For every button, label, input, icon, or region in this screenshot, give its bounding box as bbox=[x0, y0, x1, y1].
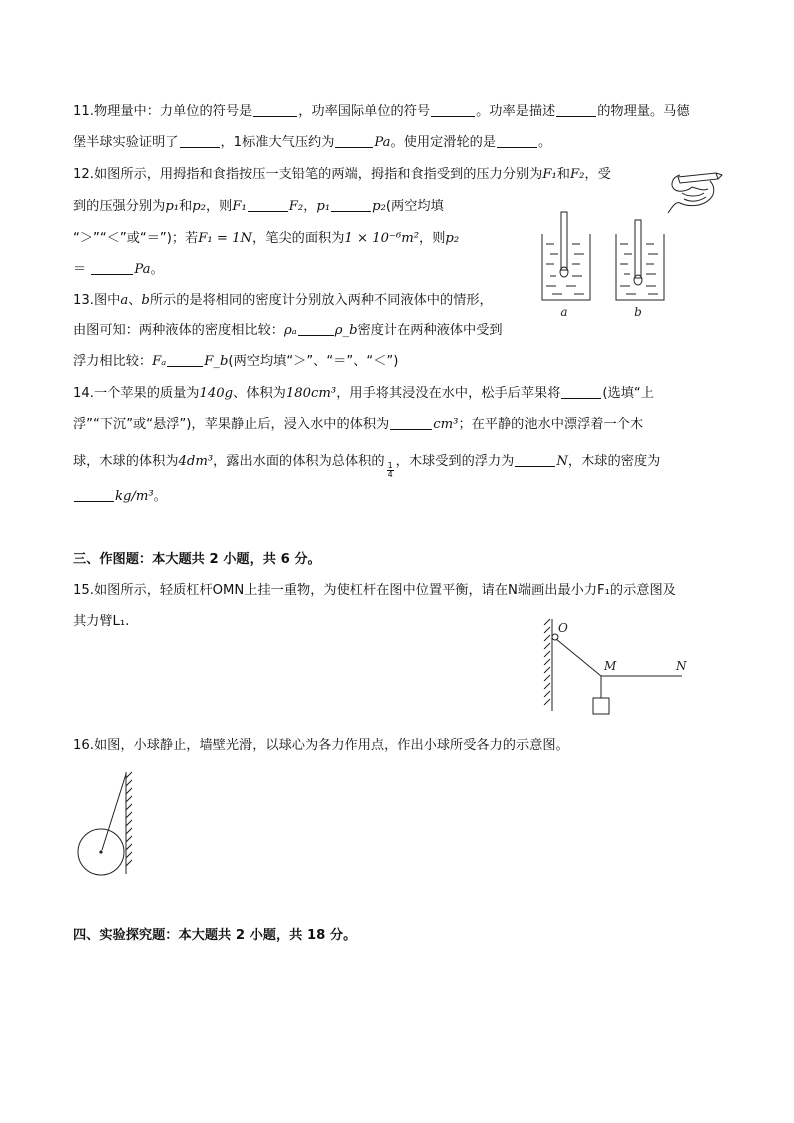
unit: N bbox=[556, 454, 568, 469]
blank bbox=[390, 416, 432, 430]
q14-line3 bbox=[73, 453, 660, 479]
beaker-b-label: b bbox=[634, 305, 642, 319]
var: p₁ bbox=[316, 199, 331, 214]
q12-line4 bbox=[73, 261, 164, 279]
text: ＝ bbox=[73, 262, 87, 277]
blank bbox=[253, 103, 297, 117]
text: 的物理量。马德 bbox=[597, 104, 690, 119]
text: 。使用定滑轮的是 bbox=[390, 135, 497, 150]
blank bbox=[74, 488, 114, 502]
text: 堡半球实验证明了 bbox=[73, 135, 179, 150]
text: 由图可知：两种液体的密度相比较： bbox=[73, 323, 284, 338]
text: (两空均填“＞”、“＝”、“＜”) bbox=[228, 354, 399, 369]
beaker-figure bbox=[536, 206, 676, 322]
text: 浮”“下沉”或“悬浮”)，苹果静止后，浸入水中的体积为 bbox=[73, 417, 390, 432]
q15-line1: 15.如图所示，轻质杠杆OMN上挂一重物，为使杠杆在图中位置平衡，请在N端画出最小力F₁的示意图及 bbox=[73, 583, 676, 598]
q13-line3 bbox=[73, 353, 398, 371]
blank bbox=[561, 385, 601, 399]
blank bbox=[248, 198, 288, 212]
text: ，露出水面的体积为总体积的 bbox=[213, 454, 385, 469]
text: 。 bbox=[150, 262, 164, 277]
blank bbox=[91, 261, 133, 275]
ball-wall-figure bbox=[72, 770, 142, 876]
var: p₂ bbox=[372, 199, 386, 214]
text: 。功率是描述 bbox=[476, 104, 556, 119]
value: 140g bbox=[199, 386, 234, 401]
formula: F₁ = 1N bbox=[198, 231, 253, 246]
text: 11.物理量中：力单位的符号是 bbox=[73, 104, 253, 119]
text: ，1标准大气压约为 bbox=[220, 135, 335, 150]
text: (选填“上 bbox=[602, 386, 654, 401]
var: ρ_b bbox=[334, 323, 358, 338]
blank bbox=[556, 103, 596, 117]
text: 和 bbox=[179, 199, 193, 214]
blank bbox=[180, 134, 220, 148]
value: 180cm³ bbox=[285, 386, 337, 401]
section-4-heading: 四、实验探究题：本大题共 2 小题，共 18 分。 bbox=[73, 928, 357, 943]
ball-center bbox=[99, 850, 102, 853]
lever-O-label: O bbox=[558, 621, 568, 635]
var: a bbox=[120, 293, 129, 308]
text: 、体积为 bbox=[233, 386, 286, 401]
text: 。 bbox=[153, 489, 167, 504]
blank bbox=[298, 322, 334, 336]
beaker-a-label: a bbox=[560, 305, 568, 319]
text: 球，木球的体积为 bbox=[73, 454, 179, 469]
text: 14.一个苹果的质量为 bbox=[73, 386, 200, 401]
text: ，用手将其浸没在水中，松手后苹果将 bbox=[336, 386, 561, 401]
text: 密度计在两种液体中受到 bbox=[357, 323, 503, 338]
text: 。 bbox=[538, 135, 552, 150]
unit: Pa bbox=[134, 262, 151, 277]
var: p₂ bbox=[192, 199, 206, 214]
q14-line1 bbox=[73, 385, 654, 403]
blank bbox=[515, 453, 555, 467]
var: F₂ bbox=[288, 199, 304, 214]
text: 和 bbox=[556, 167, 570, 182]
numerator: 1 bbox=[387, 461, 393, 470]
q12-line1 bbox=[73, 166, 611, 184]
var: F₁ bbox=[542, 167, 557, 182]
q11-line2 bbox=[73, 134, 551, 152]
text: 到的压强分别为 bbox=[73, 199, 166, 214]
lever-N-label: N bbox=[676, 659, 687, 673]
q14-line4 bbox=[73, 488, 167, 506]
value: 4dm³ bbox=[178, 454, 214, 469]
var: p₁ bbox=[165, 199, 180, 214]
fraction-one-quarter bbox=[387, 462, 394, 479]
var: p₂ bbox=[445, 231, 460, 246]
blank bbox=[167, 353, 203, 367]
q11-line1 bbox=[73, 103, 690, 121]
q14-line2 bbox=[73, 416, 643, 434]
text: ，木球受到的浮力为 bbox=[395, 454, 515, 469]
text: 13.图中 bbox=[73, 293, 121, 308]
text: “＞”“＜”或“＝”)；若 bbox=[73, 231, 199, 246]
section-3-heading: 三、作图题：本大题共 2 小题，共 6 分。 bbox=[73, 552, 321, 567]
q13-line2 bbox=[73, 322, 503, 340]
text: ，则 bbox=[205, 199, 233, 214]
denominator: 4 bbox=[387, 470, 393, 479]
text: ，则 bbox=[419, 231, 446, 246]
blank bbox=[431, 103, 475, 117]
var: b bbox=[141, 293, 150, 308]
var: F_b bbox=[204, 354, 229, 369]
unit: Pa bbox=[374, 135, 391, 150]
blank bbox=[497, 134, 537, 148]
var: F₂ bbox=[569, 167, 585, 182]
blank bbox=[331, 198, 371, 212]
text: 、 bbox=[128, 293, 142, 308]
text: ， bbox=[303, 199, 317, 214]
var: F₁ bbox=[232, 199, 247, 214]
formula: 1 × 10⁻⁶m² bbox=[344, 231, 420, 246]
unit: kg/m³ bbox=[115, 489, 154, 504]
text: (两空均填 bbox=[385, 199, 444, 214]
q12-line2 bbox=[73, 198, 444, 216]
unit: cm³ bbox=[433, 417, 459, 432]
q16-line1: 16.如图，小球静止，墙壁光滑，以球心为各力作用点，作出小球所受各力的示意图。 bbox=[73, 738, 569, 753]
var: Fₐ bbox=[152, 354, 167, 369]
q13-line1 bbox=[73, 292, 493, 310]
var: ρₐ bbox=[284, 323, 297, 338]
text: ；在平静的池水中漂浮着一个木 bbox=[458, 417, 644, 432]
lever-figure bbox=[540, 615, 700, 715]
text: ，受 bbox=[584, 167, 611, 182]
text: ，笔尖的面积为 bbox=[252, 231, 345, 246]
text: ，功率国际单位的符号 bbox=[298, 104, 431, 119]
q15-line2: 其力臂L₁. bbox=[73, 614, 130, 629]
text: 浮力相比较： bbox=[73, 354, 153, 369]
q12-line3 bbox=[73, 230, 459, 248]
lever-M-label: M bbox=[604, 659, 617, 673]
text: 所示的是将相同的密度计分别放入两种不同液体中的情形， bbox=[149, 293, 493, 308]
text: 12.如图所示，用拇指和食指按压一支铅笔的两端，拇指和食指受到的压力分别为 bbox=[73, 167, 543, 182]
text: ，木球的密度为 bbox=[567, 454, 661, 469]
blank bbox=[335, 134, 373, 148]
